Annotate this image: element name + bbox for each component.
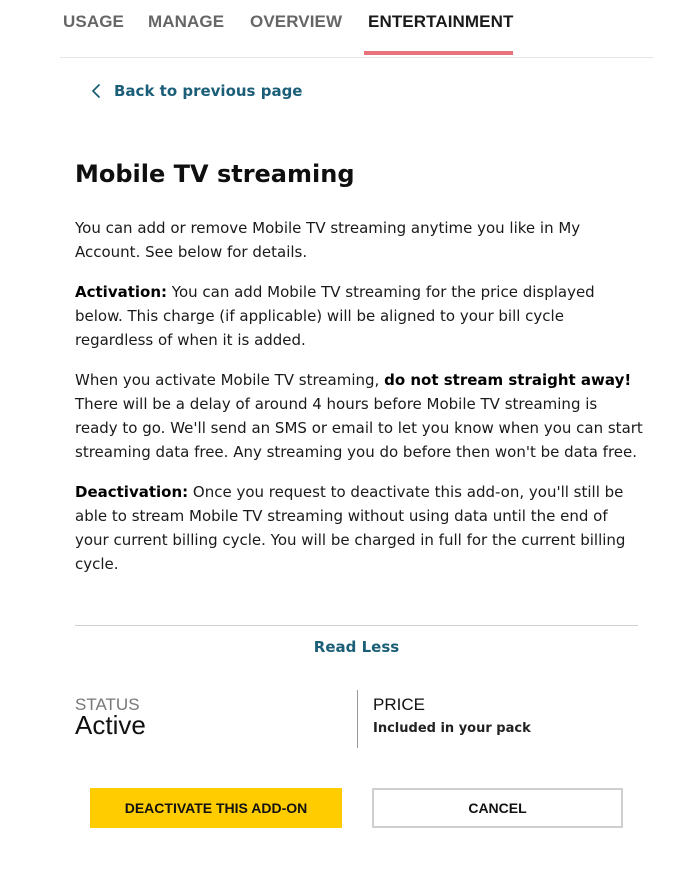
chevron-left-icon	[90, 83, 104, 99]
tab-usage[interactable]: USAGE	[63, 12, 124, 31]
page-title: Mobile TV streaming	[75, 160, 355, 188]
deactivation-text: Once you request to deactivate this add-on, you'll still be able to stream Mobile TV streaming without using data until the end of your current billing cycle. You will be charged in full for the current billing cycle.	[75, 483, 626, 573]
active-tab-indicator	[364, 51, 513, 55]
activation-label: Activation:	[75, 283, 168, 301]
cancel-button[interactable]: CANCEL	[372, 788, 623, 828]
tab-bar	[60, 0, 654, 58]
back-link-label: Back to previous page	[114, 82, 303, 100]
tab-manage[interactable]: MANAGE	[148, 12, 225, 31]
back-link[interactable]	[90, 82, 302, 100]
warning-text-pre: When you activate Mobile TV streaming,	[75, 371, 385, 389]
deactivation-label: Deactivation:	[75, 483, 189, 501]
vertical-divider	[357, 690, 358, 748]
deactivation-paragraph	[75, 480, 643, 576]
warning-text-post: There will be a delay of around 4 hours before Mobile TV streaming is ready to go. We'll send an SMS or email to let you know when you can start streaming data free. Any streaming you do before then won't be data free.	[75, 395, 643, 461]
price-label: PRICE	[373, 695, 425, 714]
status-label: STATUS	[75, 695, 140, 714]
intro-paragraph: You can add or remove Mobile TV streaming anytime you like in My Account. See below for details.	[75, 219, 581, 261]
tab-overview[interactable]: OVERVIEW	[250, 12, 343, 31]
deactivate-button[interactable]: DEACTIVATE THIS ADD-ON	[90, 788, 342, 828]
divider	[75, 625, 638, 626]
warning-emphasis: do not stream straight away!	[384, 371, 632, 389]
tab-entertainment[interactable]: ENTERTAINMENT	[368, 12, 514, 31]
status-value: Active	[75, 710, 146, 740]
read-less-link[interactable]: Read Less	[313, 638, 400, 656]
price-value: Included in your pack	[373, 721, 531, 736]
description	[75, 216, 643, 592]
warning-paragraph	[75, 368, 643, 464]
activation-text: You can add Mobile TV streaming for the price displayed below. This charge (if applicable) will be aligned to your bill cycle regardless of when it is added.	[75, 283, 595, 349]
activation-paragraph	[75, 280, 643, 352]
